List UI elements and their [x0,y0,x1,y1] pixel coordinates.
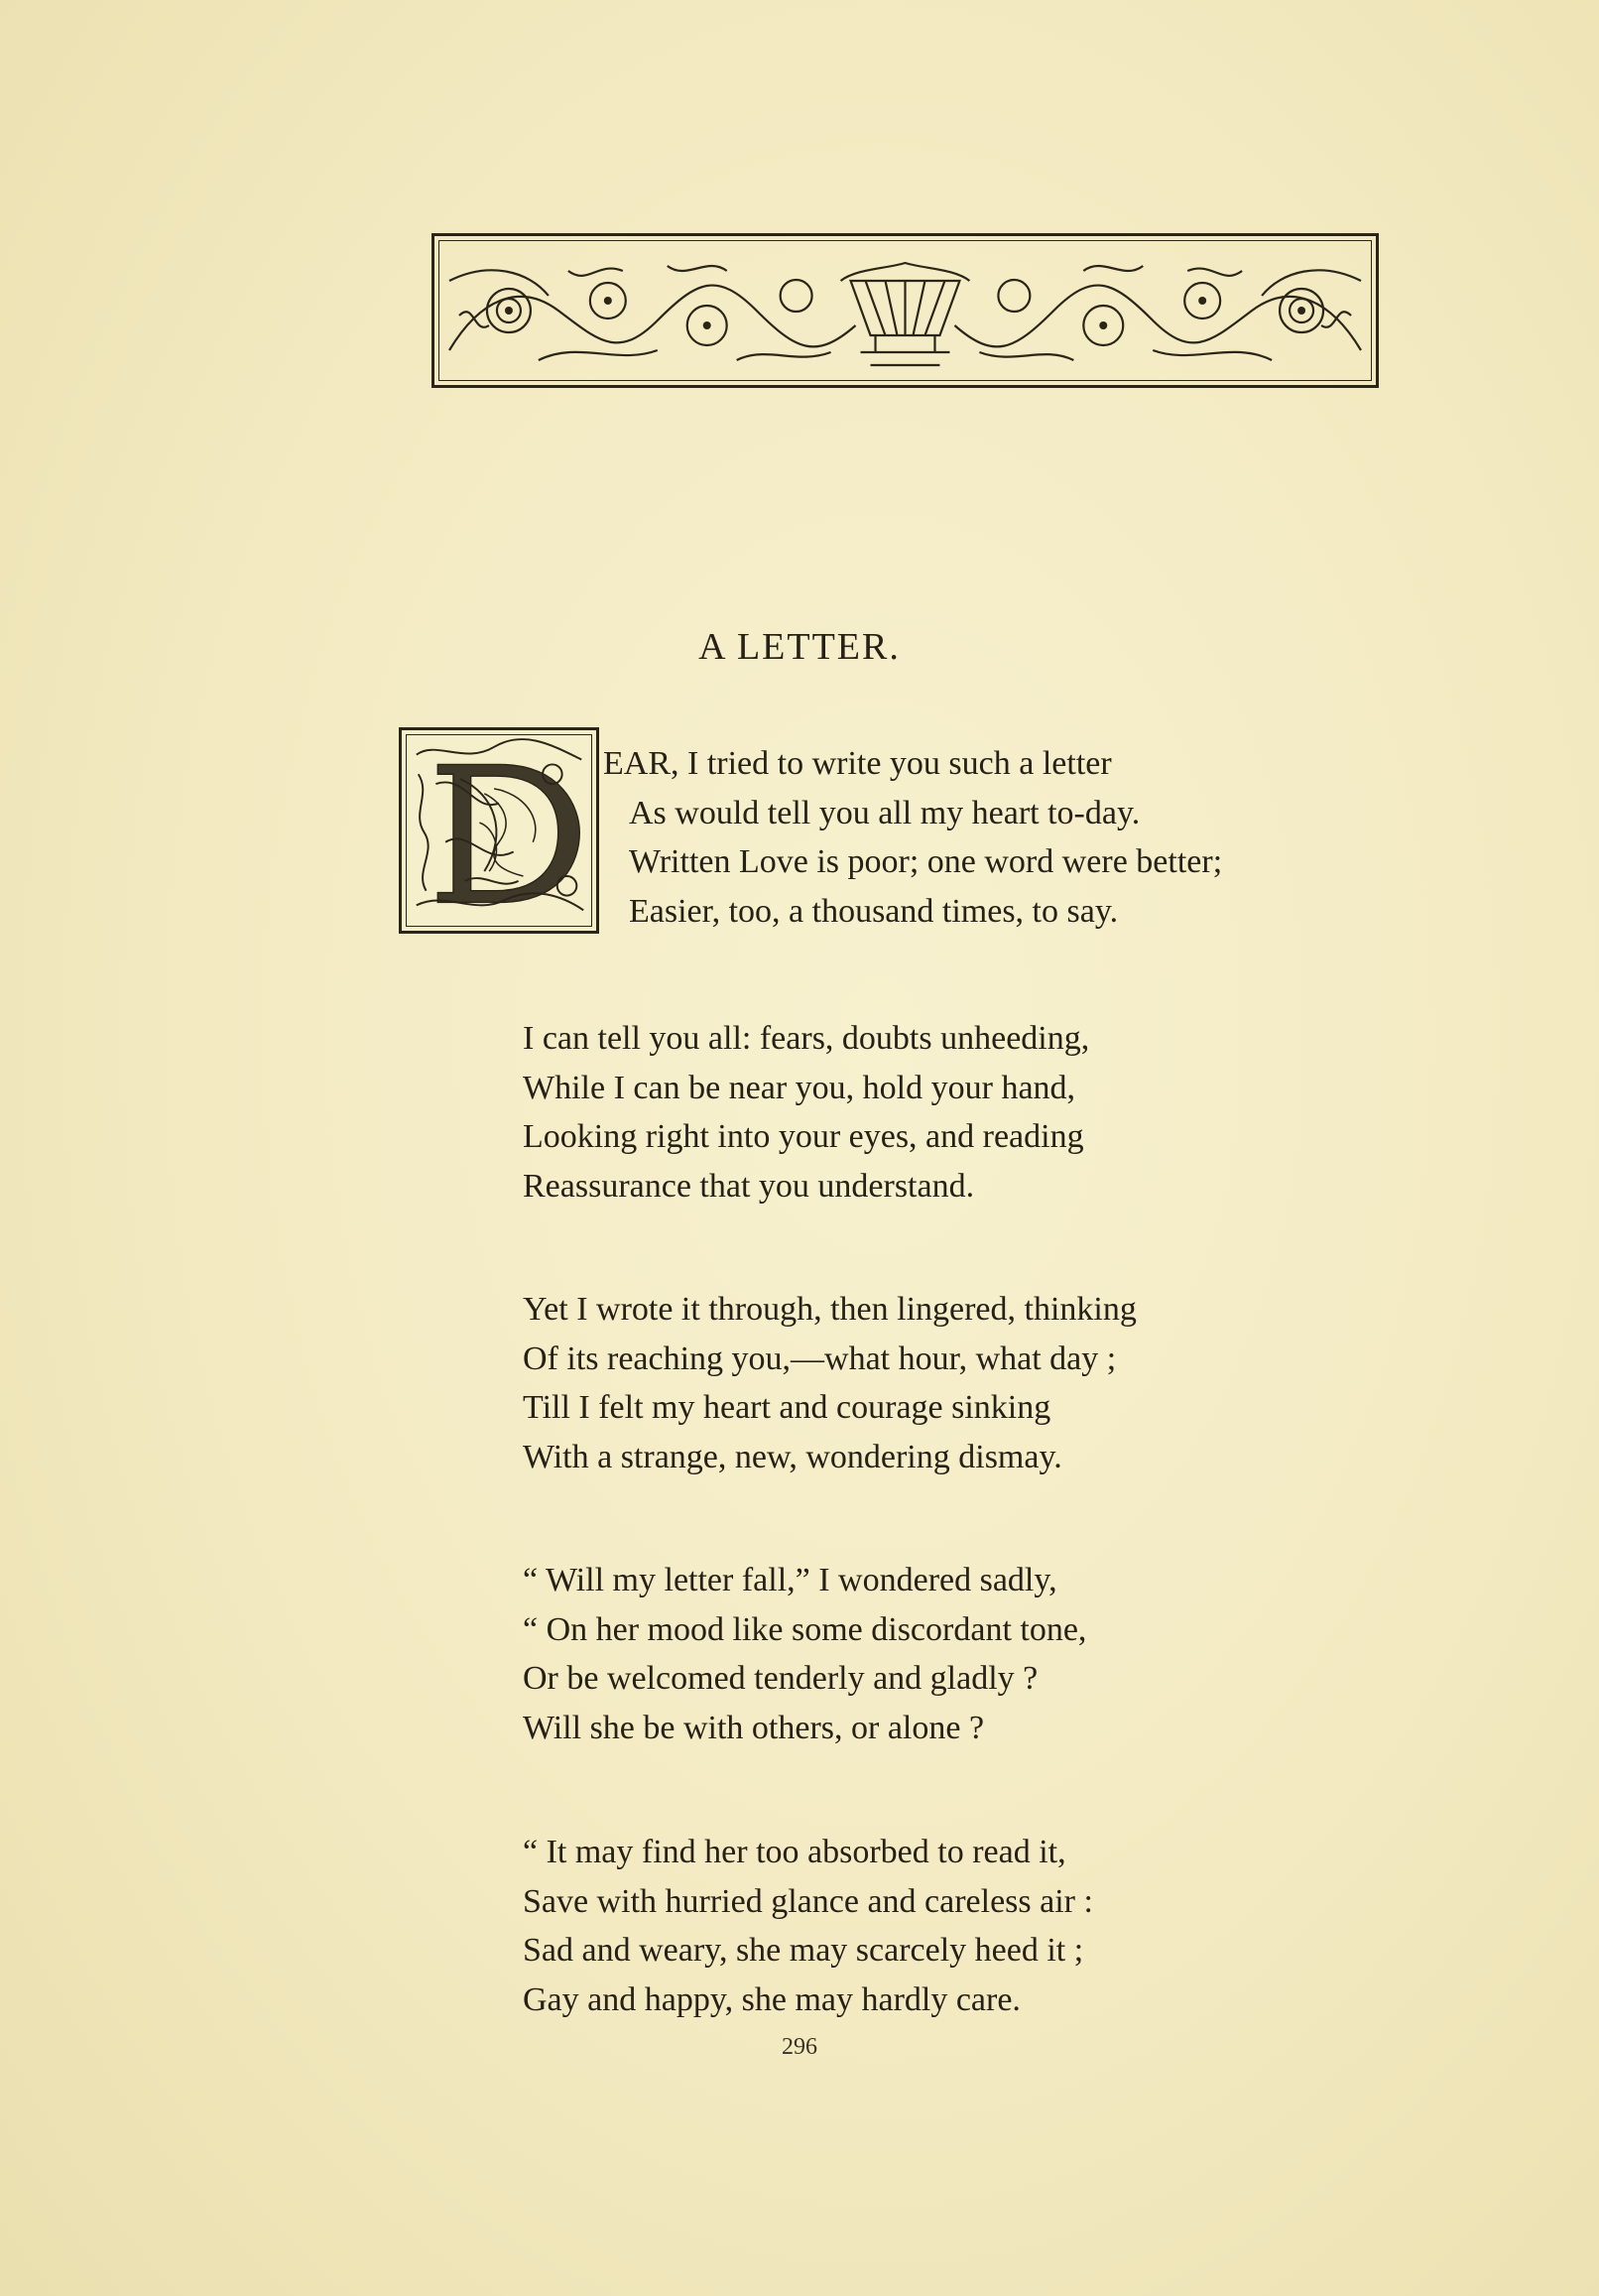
stanza-1-line-3: Written Love is poor; one word were better; [629,843,1223,880]
stanza-2 [523,1014,1089,1211]
stanza-5-line-2: Save with hurried glance and careless air : [523,1882,1093,1920]
stanza-5-line-3: Sad and weary, she may scarcely heed it ; [523,1932,1084,1969]
stanza-1-line-1: EAR, I tried to write you such a letter [603,745,1112,782]
poem-title: A LETTER. [698,626,901,668]
stanza-4-line-1: “ Will my letter fall,” I wondered sadly, [523,1562,1057,1598]
stanza-3-line-1: Yet I wrote it through, then lingered, thinking [523,1291,1137,1328]
stanza-1 [603,739,1222,936]
stanza-4-line-3: Or be welcomed tenderly and gladly ? [523,1660,1039,1697]
stanza-5-line-1: “ It may find her too absorbed to read it, [523,1834,1066,1870]
stanza-2-line-2: While I can be near you, hold your hand, [523,1069,1076,1106]
stanza-2-line-4: Reassurance that you understand. [523,1167,975,1205]
page-number: 296 [782,2034,817,2060]
stanza-3-line-4: With a strange, new, wondering dismay. [523,1438,1062,1475]
stanza-3 [523,1285,1137,1481]
drop-cap [399,727,599,934]
ornamental-headpiece [431,233,1379,388]
stanza-4 [523,1556,1086,1752]
stanza-4-line-2: “ On her mood like some discordant tone, [523,1610,1087,1648]
floral-scroll-icon [439,241,1371,380]
stanza-5 [523,1828,1093,2024]
stanza-2-line-1: I can tell you all: fears, doubts unheeding, [523,1020,1090,1057]
stanza-1-line-2: As would tell you all my heart to-day. [629,794,1141,831]
stanza-2-line-3: Looking right into your eyes, and reading [523,1118,1084,1155]
stanza-1-line-4: Easier, too, a thousand times, to say. [629,892,1119,930]
stanza-3-line-3: Till I felt my heart and courage sinking [523,1389,1051,1426]
drop-cap-letter-d-icon [407,735,591,926]
stanza-4-line-4: Will she be with others, or alone ? [523,1709,985,1746]
stanza-3-line-2: Of its reaching you,—what hour, what day ; [523,1339,1117,1377]
stanza-5-line-4: Gay and happy, she may hardly care. [523,1980,1021,2018]
